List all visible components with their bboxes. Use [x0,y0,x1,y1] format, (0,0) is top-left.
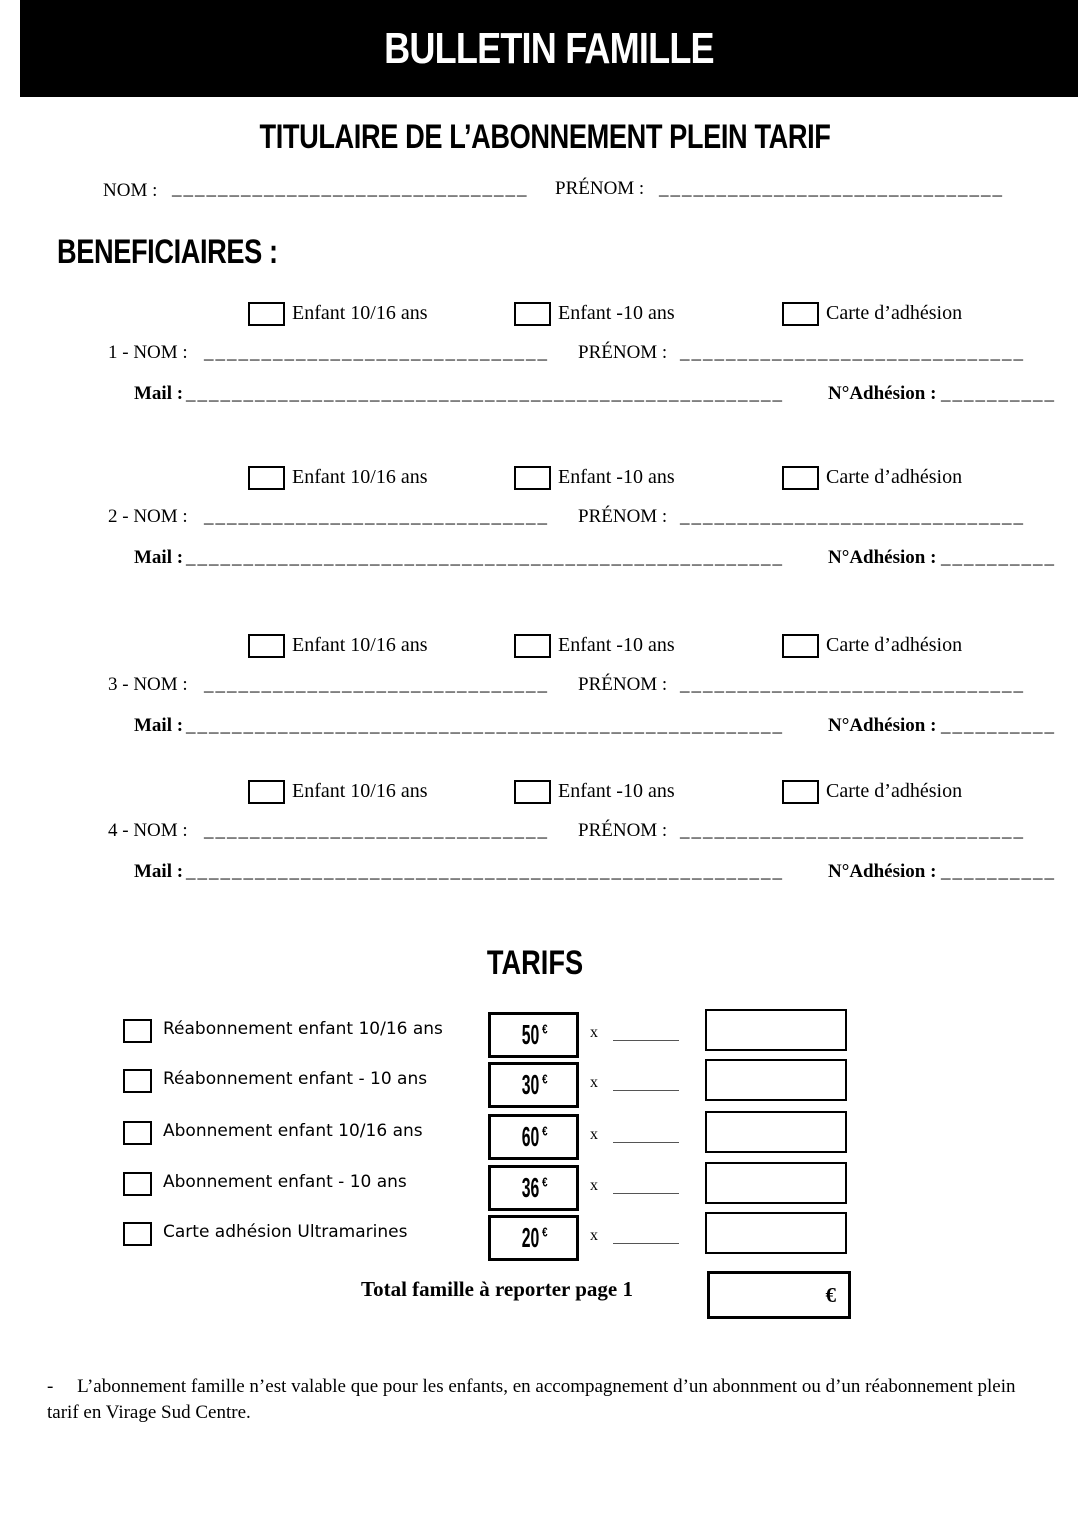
beneficiary-4-option-1-checkbox[interactable] [248,780,285,804]
beneficiary-1-option-1-label: Enfant 10/16 ans [292,302,428,324]
beneficiary-3-option-3-checkbox[interactable] [782,634,819,658]
beneficiary-3-prenom-label: PRÉNOM : [578,674,668,695]
beneficiary-1-option-2-label: Enfant -10 ans [558,302,675,324]
beneficiary-3-adhesion-label: N°Adhésion : [828,715,937,736]
tarif-4-multiply: x [590,1177,598,1194]
beneficiary-4-nom-label: 4 - NOM : [108,820,188,841]
total-label: Total famille à reporter page 1 [361,1277,633,1301]
holder-title: TITULAIRE DE L’ABONNEMENT PLEIN TARIF [259,118,831,156]
holder-nom-field[interactable]: _______________________________ [172,178,529,199]
beneficiary-4-adhesion-label: N°Adhésion : [828,861,937,882]
tarif-4-checkbox[interactable] [123,1172,152,1196]
beneficiary-4-prenom-field[interactable]: ______________________________ [680,820,1025,841]
beneficiary-2-nom-label: 2 - NOM : [108,506,188,527]
beneficiary-1-option-3-checkbox[interactable] [782,302,819,326]
beneficiary-2-adhesion-field[interactable]: __________ [941,547,1056,568]
tarif-5-label: Carte adhésion Ultramarines [163,1222,408,1242]
beneficiary-4-option-1-label: Enfant 10/16 ans [292,780,428,802]
page-title: BULLETIN FAMILLE [384,23,714,73]
tarif-2-price: 30 € [488,1062,579,1108]
beneficiary-3-option-1-label: Enfant 10/16 ans [292,634,428,656]
tarif-2-amount-field[interactable] [705,1059,847,1101]
beneficiary-2-option-2-label: Enfant -10 ans [558,466,675,488]
beneficiary-3-option-2-checkbox[interactable] [514,634,551,658]
tarif-1-price: 50 € [488,1012,579,1058]
beneficiary-4-option-2-label: Enfant -10 ans [558,780,675,802]
tarif-2-quantity-field[interactable] [613,1090,679,1091]
tarif-3-label: Abonnement enfant 10/16 ans [163,1121,423,1141]
tarif-5-quantity-field[interactable] [613,1243,679,1244]
beneficiary-2-option-3-checkbox[interactable] [782,466,819,490]
beneficiary-4-prenom-label: PRÉNOM : [578,820,668,841]
tarif-4-label: Abonnement enfant - 10 ans [163,1172,407,1192]
beneficiary-2-option-1-label: Enfant 10/16 ans [292,466,428,488]
beneficiary-1-mail-label: Mail : [134,383,184,404]
tarif-2-checkbox[interactable] [123,1069,152,1093]
tarif-3-price: 60 € [488,1114,579,1160]
holder-prenom-label: PRÉNOM : [555,178,645,199]
beneficiary-1-option-1-checkbox[interactable] [248,302,285,326]
footer-note-text: L’abonnement famille n’est valable que pour les enfants, en accompagnement d’un abonnment ou d’un réabonnement plein tarif en Virage Sud Centre. [47,1376,1016,1423]
beneficiary-1-adhesion-field[interactable]: __________ [941,383,1056,404]
beneficiary-4-mail-field[interactable]: ____________________________________________________ [186,861,784,882]
tarif-5-multiply: x [590,1227,598,1244]
beneficiary-4-option-3-label: Carte d’adhésion [826,780,963,802]
beneficiary-2-option-3-label: Carte d’adhésion [826,466,963,488]
holder-nom-label: NOM : [103,180,158,201]
beneficiary-2-prenom-field[interactable]: ______________________________ [680,506,1025,527]
tarif-2-multiply: x [590,1074,598,1091]
tarif-1-label: Réabonnement enfant 10/16 ans [163,1019,443,1039]
tarif-1-multiply: x [590,1024,598,1041]
beneficiary-3-nom-label: 3 - NOM : [108,674,188,695]
beneficiary-4-nom-field[interactable]: ______________________________ [204,820,549,841]
tarif-3-quantity-field[interactable] [613,1142,679,1143]
beneficiary-3-adhesion-field[interactable]: __________ [941,715,1056,736]
beneficiary-2-mail-label: Mail : [134,547,184,568]
beneficiary-3-mail-label: Mail : [134,715,184,736]
footer-bullet: - [47,1376,54,1397]
tarif-4-amount-field[interactable] [705,1162,847,1204]
beneficiary-4-option-2-checkbox[interactable] [514,780,551,804]
total-field[interactable] [707,1271,851,1319]
beneficiary-1-mail-field[interactable]: ____________________________________________________ [186,383,784,404]
beneficiary-1-adhesion-label: N°Adhésion : [828,383,937,404]
beneficiary-1-option-3-label: Carte d’adhésion [826,302,963,324]
beneficiary-2-prenom-label: PRÉNOM : [578,506,668,527]
tarif-3-amount-field[interactable] [705,1111,847,1153]
beneficiaires-title: BENEFICIAIRES : [57,233,278,271]
beneficiary-1-nom-field[interactable]: ______________________________ [204,342,549,363]
tarif-5-price: 20 € [488,1215,579,1261]
beneficiary-3-prenom-field[interactable]: ______________________________ [680,674,1025,695]
beneficiary-4-option-3-checkbox[interactable] [782,780,819,804]
beneficiary-4-mail-label: Mail : [134,861,184,882]
beneficiary-2-adhesion-label: N°Adhésion : [828,547,937,568]
beneficiary-1-nom-label: 1 - NOM : [108,342,188,363]
header-banner [20,0,1078,97]
beneficiary-3-nom-field[interactable]: ______________________________ [204,674,549,695]
tarif-5-checkbox[interactable] [123,1222,152,1246]
tarif-3-checkbox[interactable] [123,1121,152,1145]
tarif-3-multiply: x [590,1126,598,1143]
footer-note [47,1374,1027,1426]
beneficiary-4-adhesion-field[interactable]: __________ [941,861,1056,882]
beneficiary-3-option-2-label: Enfant -10 ans [558,634,675,656]
tarif-1-quantity-field[interactable] [613,1040,679,1041]
beneficiary-3-option-1-checkbox[interactable] [248,634,285,658]
beneficiary-2-option-1-checkbox[interactable] [248,466,285,490]
beneficiary-1-prenom-field[interactable]: ______________________________ [680,342,1025,363]
beneficiary-3-option-3-label: Carte d’adhésion [826,634,963,656]
tarif-4-price: 36 € [488,1165,579,1211]
tarif-1-amount-field[interactable] [705,1009,847,1051]
tarif-1-checkbox[interactable] [123,1019,152,1043]
beneficiary-2-nom-field[interactable]: ______________________________ [204,506,549,527]
beneficiary-1-option-2-checkbox[interactable] [514,302,551,326]
beneficiary-3-mail-field[interactable]: ____________________________________________________ [186,715,784,736]
tarif-5-amount-field[interactable] [705,1212,847,1254]
beneficiary-1-prenom-label: PRÉNOM : [578,342,668,363]
beneficiary-2-option-2-checkbox[interactable] [514,466,551,490]
beneficiary-2-mail-field[interactable]: ____________________________________________________ [186,547,784,568]
tarif-2-label: Réabonnement enfant - 10 ans [163,1069,428,1089]
holder-prenom-field[interactable]: ______________________________ [659,178,1004,199]
total-currency: € [825,1282,836,1307]
tarif-4-quantity-field[interactable] [613,1193,679,1194]
tarifs-title: TARIFS [486,944,584,982]
